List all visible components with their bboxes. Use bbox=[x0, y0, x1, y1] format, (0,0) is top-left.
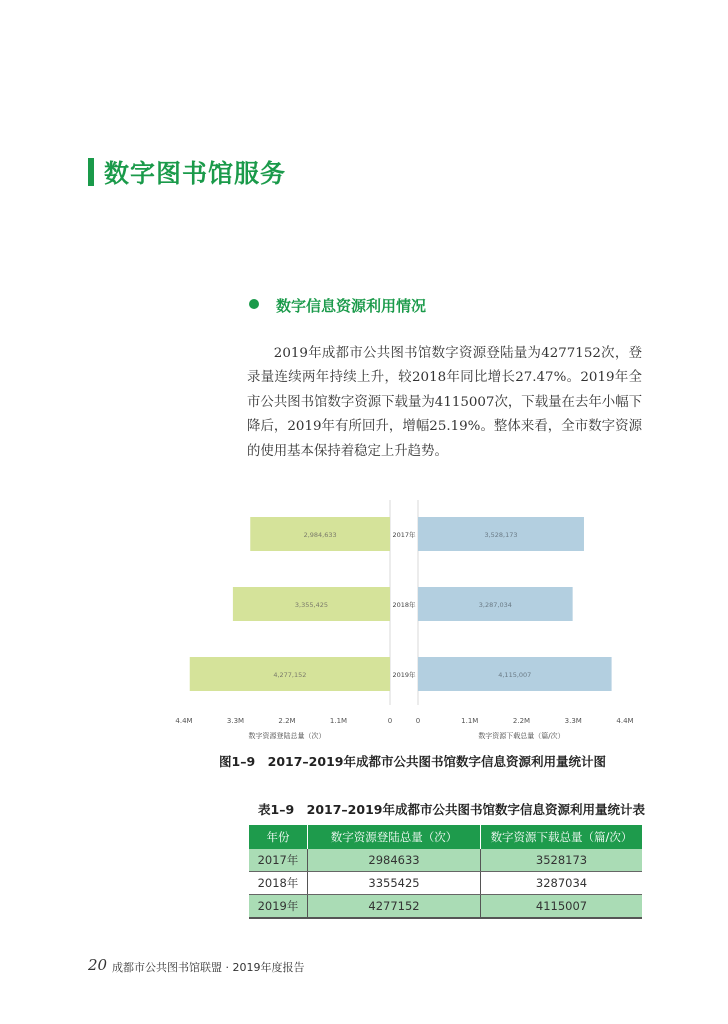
download-bar-label: 3,287,034 bbox=[478, 601, 512, 609]
left-tick-label: 3.3M bbox=[226, 717, 245, 725]
footer-text: 成都市公共图书馆联盟 · 2019年度报告 bbox=[112, 961, 305, 974]
right-tick-label: 0 bbox=[415, 717, 421, 725]
cell-logins: 4277152 bbox=[308, 895, 481, 919]
left-series-legend: 数字资源登陆总量（次） bbox=[248, 732, 326, 740]
login-bar-label: 2,984,633 bbox=[303, 531, 337, 539]
table-caption: 表1–9 2017–2019年成都市公共图书馆数字信息资源利用量统计表 bbox=[258, 802, 645, 817]
left-tick-label: 4.4M bbox=[175, 717, 193, 725]
right-tick-label: 2.2M bbox=[512, 717, 531, 725]
subsection-title: 数字信息资源利用情况 bbox=[276, 297, 427, 315]
table-header-row bbox=[249, 825, 642, 849]
login-bar-label: 4,277,152 bbox=[273, 671, 307, 679]
cell-downloads: 3287034 bbox=[481, 872, 643, 895]
body-paragraph-text: 2019年成都市公共图书馆数字资源登陆量为4277152次，登录量连续两年持续上升，较2018年同比增长27.47%。2019年全市公共图书馆数字资源下载量为4115007次，下载量在去年小幅下降后，2019年有所回升，增幅25.19%。整体来看，全市数字资源的使用基本保持着稳定上升趋势。 bbox=[247, 346, 642, 459]
cell-downloads: 4115007 bbox=[481, 895, 643, 919]
year-category-label: 2018年 bbox=[392, 601, 416, 609]
left-tick-label: 1.1M bbox=[329, 717, 348, 725]
table-row bbox=[249, 895, 642, 919]
chart-caption: 图1–9 2017–2019年成都市公共图书馆数字信息资源利用量统计图 bbox=[219, 754, 606, 769]
right-series-legend: 数字资源下载总量（篇/次） bbox=[478, 732, 565, 740]
header-downloads: 数字资源下载总量（篇/次） bbox=[481, 825, 643, 849]
year-category-label: 2017年 bbox=[392, 531, 416, 539]
table-row bbox=[249, 872, 642, 895]
cell-year: 2018年 bbox=[249, 872, 308, 895]
stats-table bbox=[249, 825, 642, 919]
left-tick-label: 2.2M bbox=[278, 717, 296, 725]
right-tick-label: 4.4M bbox=[616, 717, 634, 725]
section-title: 数字图书馆服务 bbox=[104, 159, 287, 188]
page-number: 20 bbox=[88, 956, 108, 974]
right-tick-label: 3.3M bbox=[564, 717, 582, 725]
cell-year: 2017年 bbox=[249, 849, 308, 872]
login-bar-label: 3,355,425 bbox=[294, 601, 328, 609]
download-bar-label: 4,115,007 bbox=[498, 671, 532, 679]
header-year: 年份 bbox=[249, 825, 308, 849]
right-tick-label: 1.1M bbox=[461, 717, 479, 725]
left-tick-label: 0 bbox=[387, 717, 393, 725]
year-category-label: 2019年 bbox=[392, 671, 416, 679]
header-logins: 数字资源登陆总量（次） bbox=[308, 825, 481, 849]
cell-logins: 2984633 bbox=[308, 849, 481, 872]
cell-downloads: 3528173 bbox=[481, 849, 643, 872]
download-bar-label: 3,528,173 bbox=[484, 531, 518, 539]
cell-logins: 3355425 bbox=[308, 872, 481, 895]
cell-year: 2019年 bbox=[249, 895, 308, 919]
table-row bbox=[249, 849, 642, 872]
